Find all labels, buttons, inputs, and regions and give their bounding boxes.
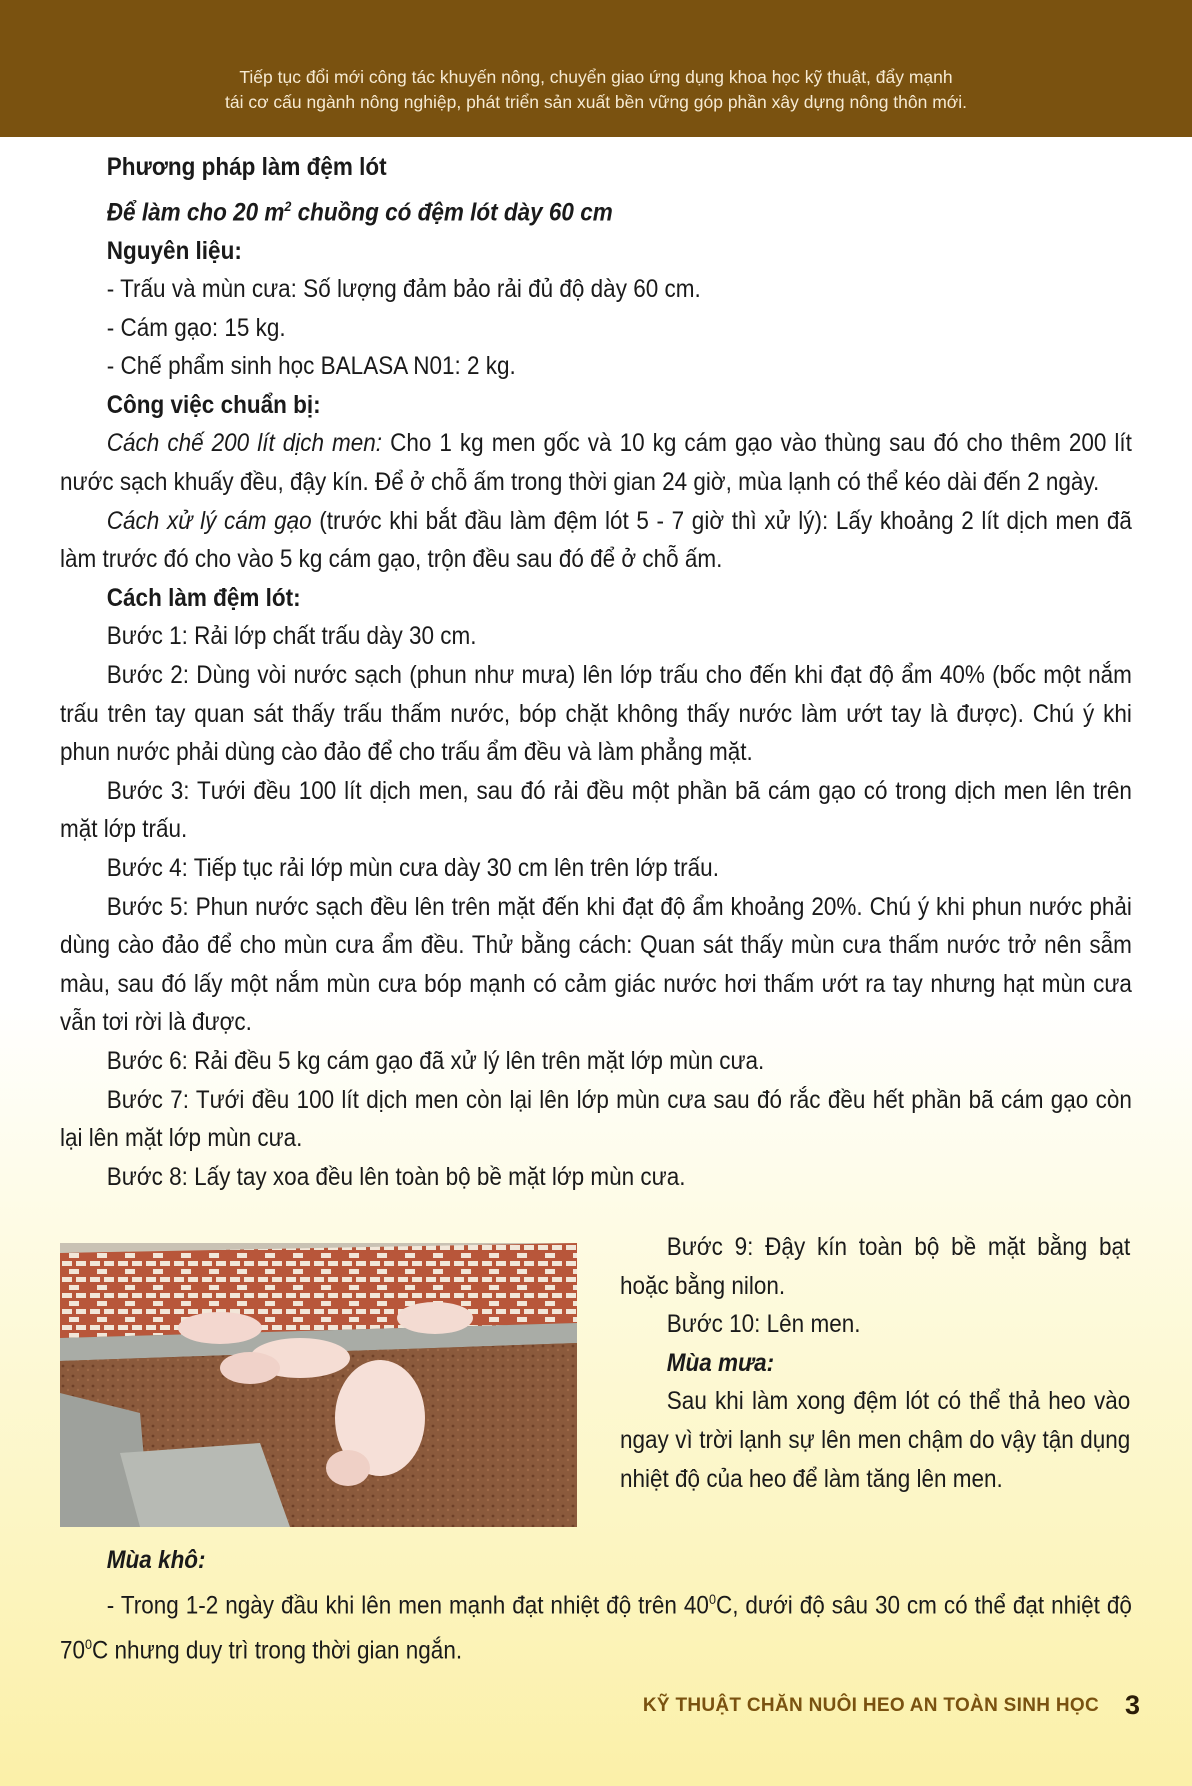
- step-paragraph: Bước 5: Phun nước sạch đều lên trên mặt đến khi đạt độ ẩm khoảng 20%. Chú ý khi phun nước phải dùng cào đảo để cho mùn cưa ẩm đều. Thử bằng cách: Quan sát thấy mùn cưa thấm nước trở nên sẫm màu, sau đó lấy một nắm mùn cưa bóp mạnh có cảm giác nước hơi thấm ướt ra tay nhưng hạt mùn cưa vẫn tơi rời là được.: [60, 892, 1132, 1037]
- step-paragraph: Bước 6: Rải đều 5 kg cám gạo đã xử lý lên trên mặt lớp mùn cưa.: [106, 1046, 765, 1075]
- step-paragraph: Bước 7: Tưới đều 100 lít dịch men còn lại lên lớp mùn cưa sau đó rắc đều hết phần bã cám gạo còn lại lên mặt lớp mùn cưa.: [60, 1085, 1132, 1153]
- section-title: Phương pháp làm đệm lót: [106, 153, 387, 181]
- footer-title: KỸ THUẬT CHĂN NUÔI HEO AN TOÀN SINH HỌC: [642, 1694, 1099, 1716]
- dry-paragraph: - Trong 1-2 ngày đầu khi lên men mạnh đạt nhiệt độ trên $40^0C$, dưới độ sâu 30 cm có thể đạt nhiệt độ $70^0C$ nhưng duy trì trong thời gian ngắn.: [60, 1590, 1132, 1664]
- prep-heading: Công việc chuẩn bị:: [106, 390, 321, 419]
- materials-item: - Trấu và mùn cưa: Số lượng đảm bảo rải đủ độ dày 60 cm.: [106, 275, 701, 304]
- dry-season-block: [60, 1541, 1132, 1669]
- prep-paragraph-1: Cách chế 200 lít dịch men: Cho 1 kg men gốc và 10 kg cám gạo vào thùng sau đó cho thêm 200 lít nước sạch khuấy đều, đậy kín. Để ở chỗ ấm trong thời gian 24 giờ, mùa lạnh có thể kéo dài đến 2 ngày.: [60, 429, 1132, 497]
- header-line-1: Tiếp tục đổi mới công tác khuyến nông, chuyển giao ứng dụng khoa học kỹ thuật, đẩy mạnh: [239, 67, 953, 87]
- materials-item: - Cám gạo: 15 kg.: [106, 313, 286, 342]
- main-content: [60, 148, 1132, 1196]
- step-paragraph: Bước 9: Đậy kín toàn bộ bề mặt bằng bạt hoặc bằng nilon.: [620, 1233, 1131, 1300]
- dry-heading: Mùa khô:: [106, 1546, 206, 1574]
- side-column: [620, 1228, 1130, 1498]
- prep-paragraph-2: Cách xử lý cám gạo (trước khi bắt đầu làm đệm lót 5 - 7 giờ thì xử lý): Lấy khoảng 2 lít dịch men đã làm trước đó cho vào 5 kg cám gạo, trộn đều sau đó để ở chỗ ấm.: [60, 506, 1132, 574]
- page-number: 3: [1124, 1690, 1140, 1720]
- step-paragraph: Bước 8: Lấy tay xoa đều lên toàn bộ bề mặt lớp mùn cưa.: [106, 1162, 686, 1191]
- rainy-heading: Mùa mưa:: [666, 1348, 775, 1377]
- step-paragraph: Bước 10: Lên men.: [666, 1310, 861, 1339]
- header-line-2: tái cơ cấu ngành nông nghiệp, phát triển sản xuất bền vững góp phần xây dựng nông thôn mới.: [224, 92, 968, 112]
- step-paragraph: Bước 2: Dùng vòi nước sạch (phun như mưa) lên lớp trấu cho đến khi đạt độ ẩm 40% (bốc một nắm trấu trên tay quan sát thấy trấu thấm nước, bóp chặt không thấy nước làm ướt tay là được). Chú ý khi phun nước phải dùng cào đảo để cho trấu ẩm đều và làm phẳng mặt.: [60, 661, 1132, 767]
- step-paragraph: Bước 3: Tưới đều 100 lít dịch men, sau đó rải đều một phần bã cám gạo có trong dịch men lên trên mặt lớp trấu.: [60, 776, 1132, 844]
- materials-heading: Nguyên liệu:: [106, 236, 242, 265]
- steps-heading: Cách làm đệm lót:: [106, 583, 301, 612]
- section-subtitle: Để làm cho 20 $m^2$ chuồng có đệm lót dày 60 cm: [106, 197, 613, 226]
- page-footer: [643, 1690, 1140, 1721]
- step-paragraph: Bước 1: Rải lớp chất trấu dày 30 cm.: [106, 622, 477, 651]
- page-header: [0, 0, 1192, 137]
- rainy-paragraph: Sau khi làm xong đệm lót có thể thả heo vào ngay vì trời lạnh sự lên men chậm do vậy tận dụng nhiệt độ của heo để làm tăng lên men.: [620, 1387, 1131, 1493]
- pig-pen-photo: [60, 1243, 577, 1527]
- step-paragraph: Bước 4: Tiếp tục rải lớp mùn cưa dày 30 cm lên trên lớp trấu.: [106, 854, 719, 883]
- materials-item: - Chế phẩm sinh học BALASA N01: 2 kg.: [106, 352, 516, 381]
